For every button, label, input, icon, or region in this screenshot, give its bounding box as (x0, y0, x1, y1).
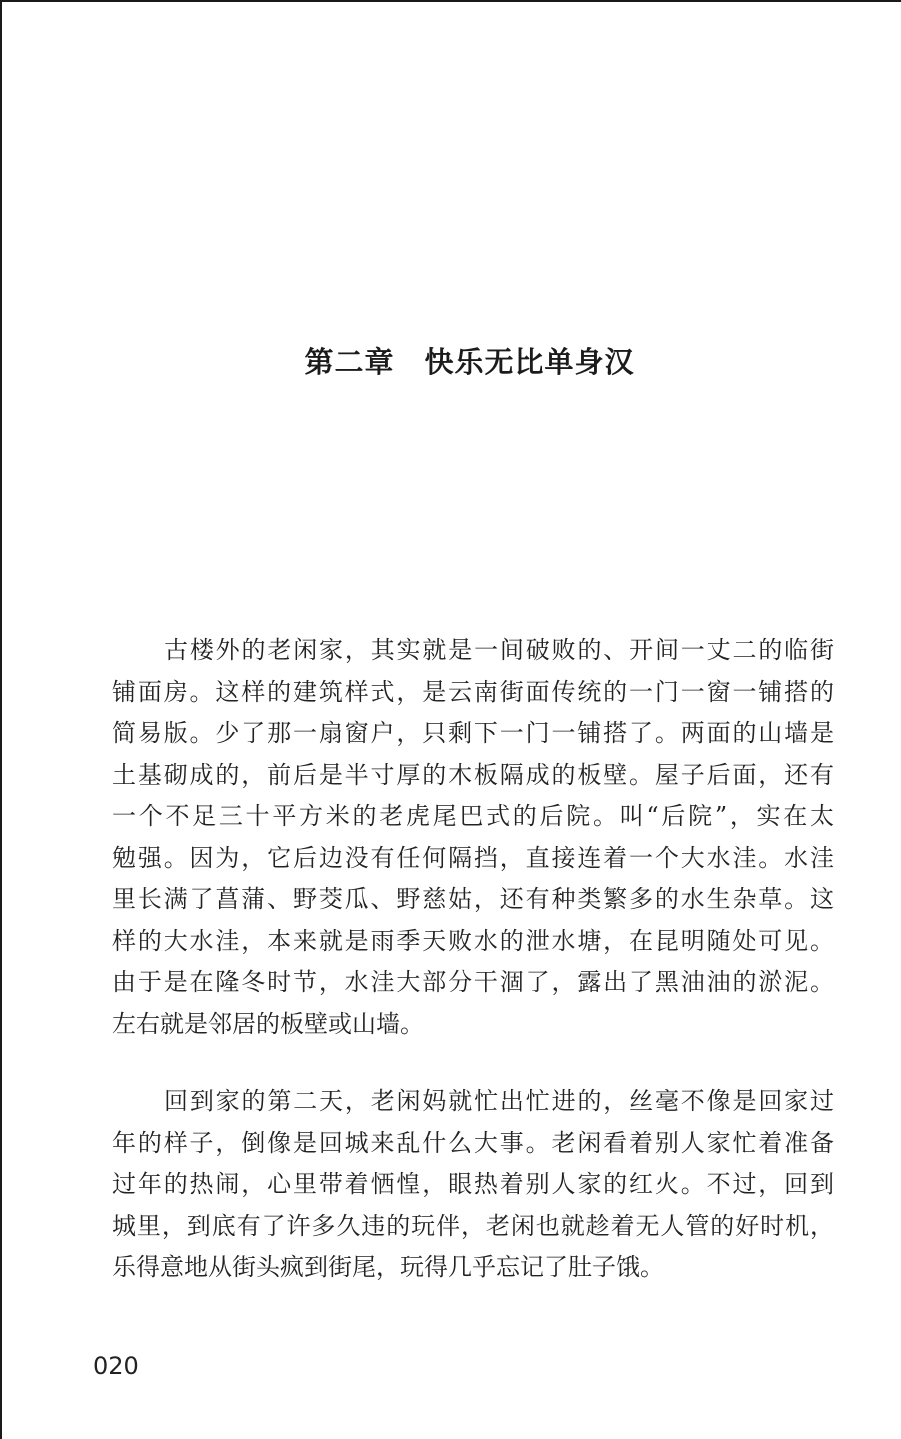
paragraph-line: 土基砌成的，前后是半寸厚的木板隔成的板壁。屋子后面，还有 (112, 760, 834, 789)
paragraph-line: 过年的热闹，心里带着恓惶，眼热着别人家的红火。不过，回到 (112, 1170, 834, 1198)
paragraph-line: 由于是在隆冬时节，水洼大部分干涸了，露出了黑油油的淤泥。 (112, 968, 834, 996)
paragraph-line: 古楼外的老闲家，其实就是一间破败的、开间一丈二的临街 (164, 636, 834, 664)
paragraph-line: 勉强。因为，它后边没有任何隔挡，直接连着一个大水洼。水洼 (112, 843, 834, 872)
paragraph-1 (112, 630, 834, 1045)
paragraph-line: 年的样子，倒像是回城来乱什么大事。老闲看着别人家忙着准备 (112, 1128, 834, 1157)
paragraph-line: 乐得意地从街头疯到街尾，玩得几乎忘记了肚子饿。 (112, 1253, 664, 1281)
paragraph-line: 简易版。少了那一扇窗户，只剩下一门一铺搭了。两面的山墙是 (112, 719, 834, 747)
paragraph-line: 回到家的第二天，老闲妈就忙出忙进的，丝毫不像是回家过 (164, 1087, 834, 1115)
paragraph-line: 铺面房。这样的建筑样式，是云南街面传统的一门一窗一铺搭的 (112, 677, 834, 706)
paragraph-line: 城里，到底有了许多久违的玩伴，老闲也就趁着无人管的好时机， (112, 1211, 834, 1240)
page-number: 020 (93, 1352, 139, 1380)
paragraph-2 (112, 1081, 834, 1289)
paragraph-line: 一个不足三十平方米的老虎尾巴式的后院。叫“后院”，实在太 (112, 802, 834, 830)
paragraph-line: 左右就是邻居的板壁或山墙。 (112, 1009, 424, 1038)
paragraph-line: 里长满了菖蒲、野茭瓜、野慈姑，还有种类繁多的水生杂草。这 (112, 885, 834, 913)
chapter-title: 第二章 快乐无比单身汉 (304, 345, 635, 379)
paragraph-line: 样的大水洼，本来就是雨季天败水的泄水塘，在昆明随处可见。 (112, 926, 834, 955)
